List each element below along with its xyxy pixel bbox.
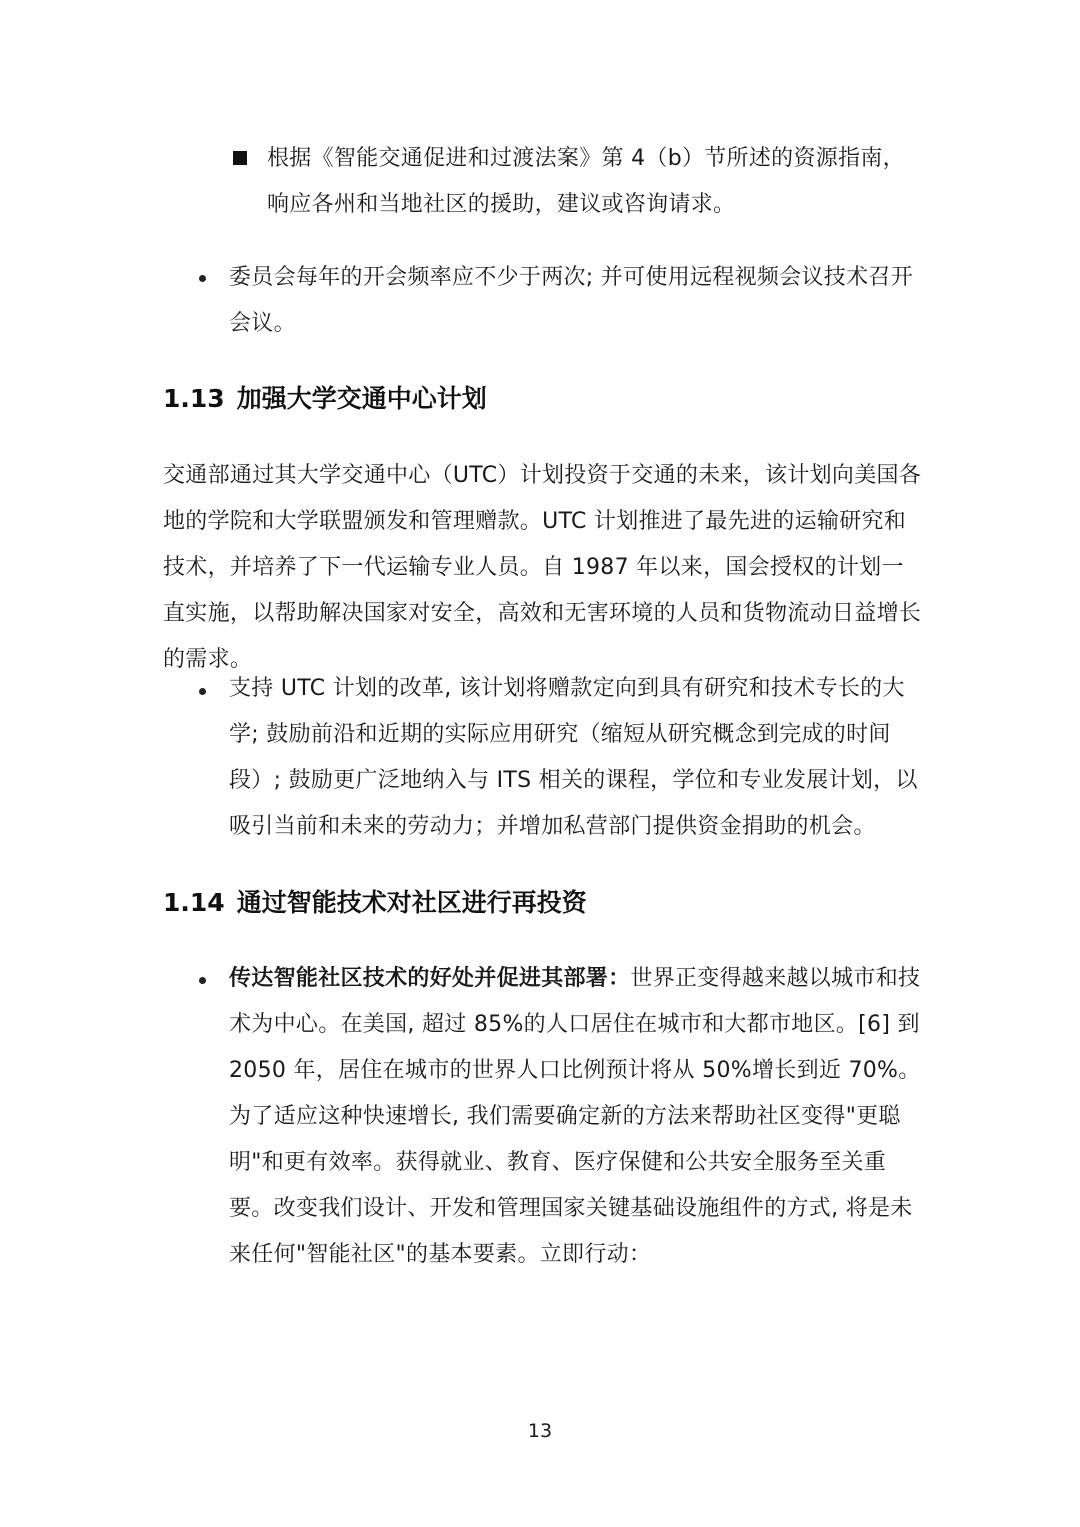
bullet-lead: 传达智能社区技术的好处并促进其部署： (229, 966, 631, 991)
section-number: 1.14 (163, 888, 225, 917)
page-number: 13 (527, 1420, 553, 1442)
square-bullet-icon (233, 151, 247, 165)
utc-reform-list-item: 支持 UTC 计划的改革, 该计划将赠款定向到具有研究和技术专长的大学; 鼓励前沿和近期的实际应用研究（缩短从研究概念到完成的时间段）; 鼓励更广泛地纳入与 ITS 相关的课程，学位和专业发展计划，以吸引当前和未来的劳动力；并增加私营部门提供资金捐助的机会。 (229, 676, 918, 839)
dot-bullet-icon (199, 688, 206, 695)
section-heading-1-14 (163, 883, 587, 923)
dot-bullet-icon (199, 275, 206, 282)
section-title: 通过智能技术对社区进行再投资 (236, 888, 587, 917)
smart-community-list-item (229, 956, 927, 1278)
bullet-body: 世界正变得越来越以城市和技术为中心。在美国, 超过 85%的人口居住在城市和大都市地区。[6] 到 2050 年，居住在城市的世界人口比例预计将从 50%增长到近 70%。为了适应这种快速增长, 我们需要确定新的方法来帮助社区变得"更聪明"和更有效率。获得就业、教育、医疗保健和公共安全服务至关重要。改变我们设计、开发和管理国家关键基础设施组件的方式, 将是未来任何"智能社区"的基本要素。立即行动： (229, 966, 921, 1267)
section-title: 加强大学交通中心计划 (236, 384, 487, 413)
utc-paragraph: 交通部通过其大学交通中心（UTC）计划投资于交通的未来，该计划向美国各地的学院和大学联盟颁发和管理赠款。UTC 计划推进了最先进的运输研究和技术，并培养了下一代运输专业人员。自 1987 年以来，国会授权的计划一直实施，以帮助解决国家对安全，高效和无害环境的人员和货物流动日益增长的需求。 (163, 463, 922, 672)
meeting-list-item: 委员会每年的开会频率应不少于两次; 并可使用远程视频会议技术召开会议。 (229, 265, 914, 336)
square-list-item: 根据《智能交通促进和过渡法案》第 4（b）节所述的资源指南，响应各州和当地社区的援助，建议或咨询请求。 (267, 146, 905, 217)
section-number: 1.13 (163, 384, 225, 413)
section-heading-1-13 (163, 379, 487, 419)
dot-bullet-icon (199, 977, 206, 984)
